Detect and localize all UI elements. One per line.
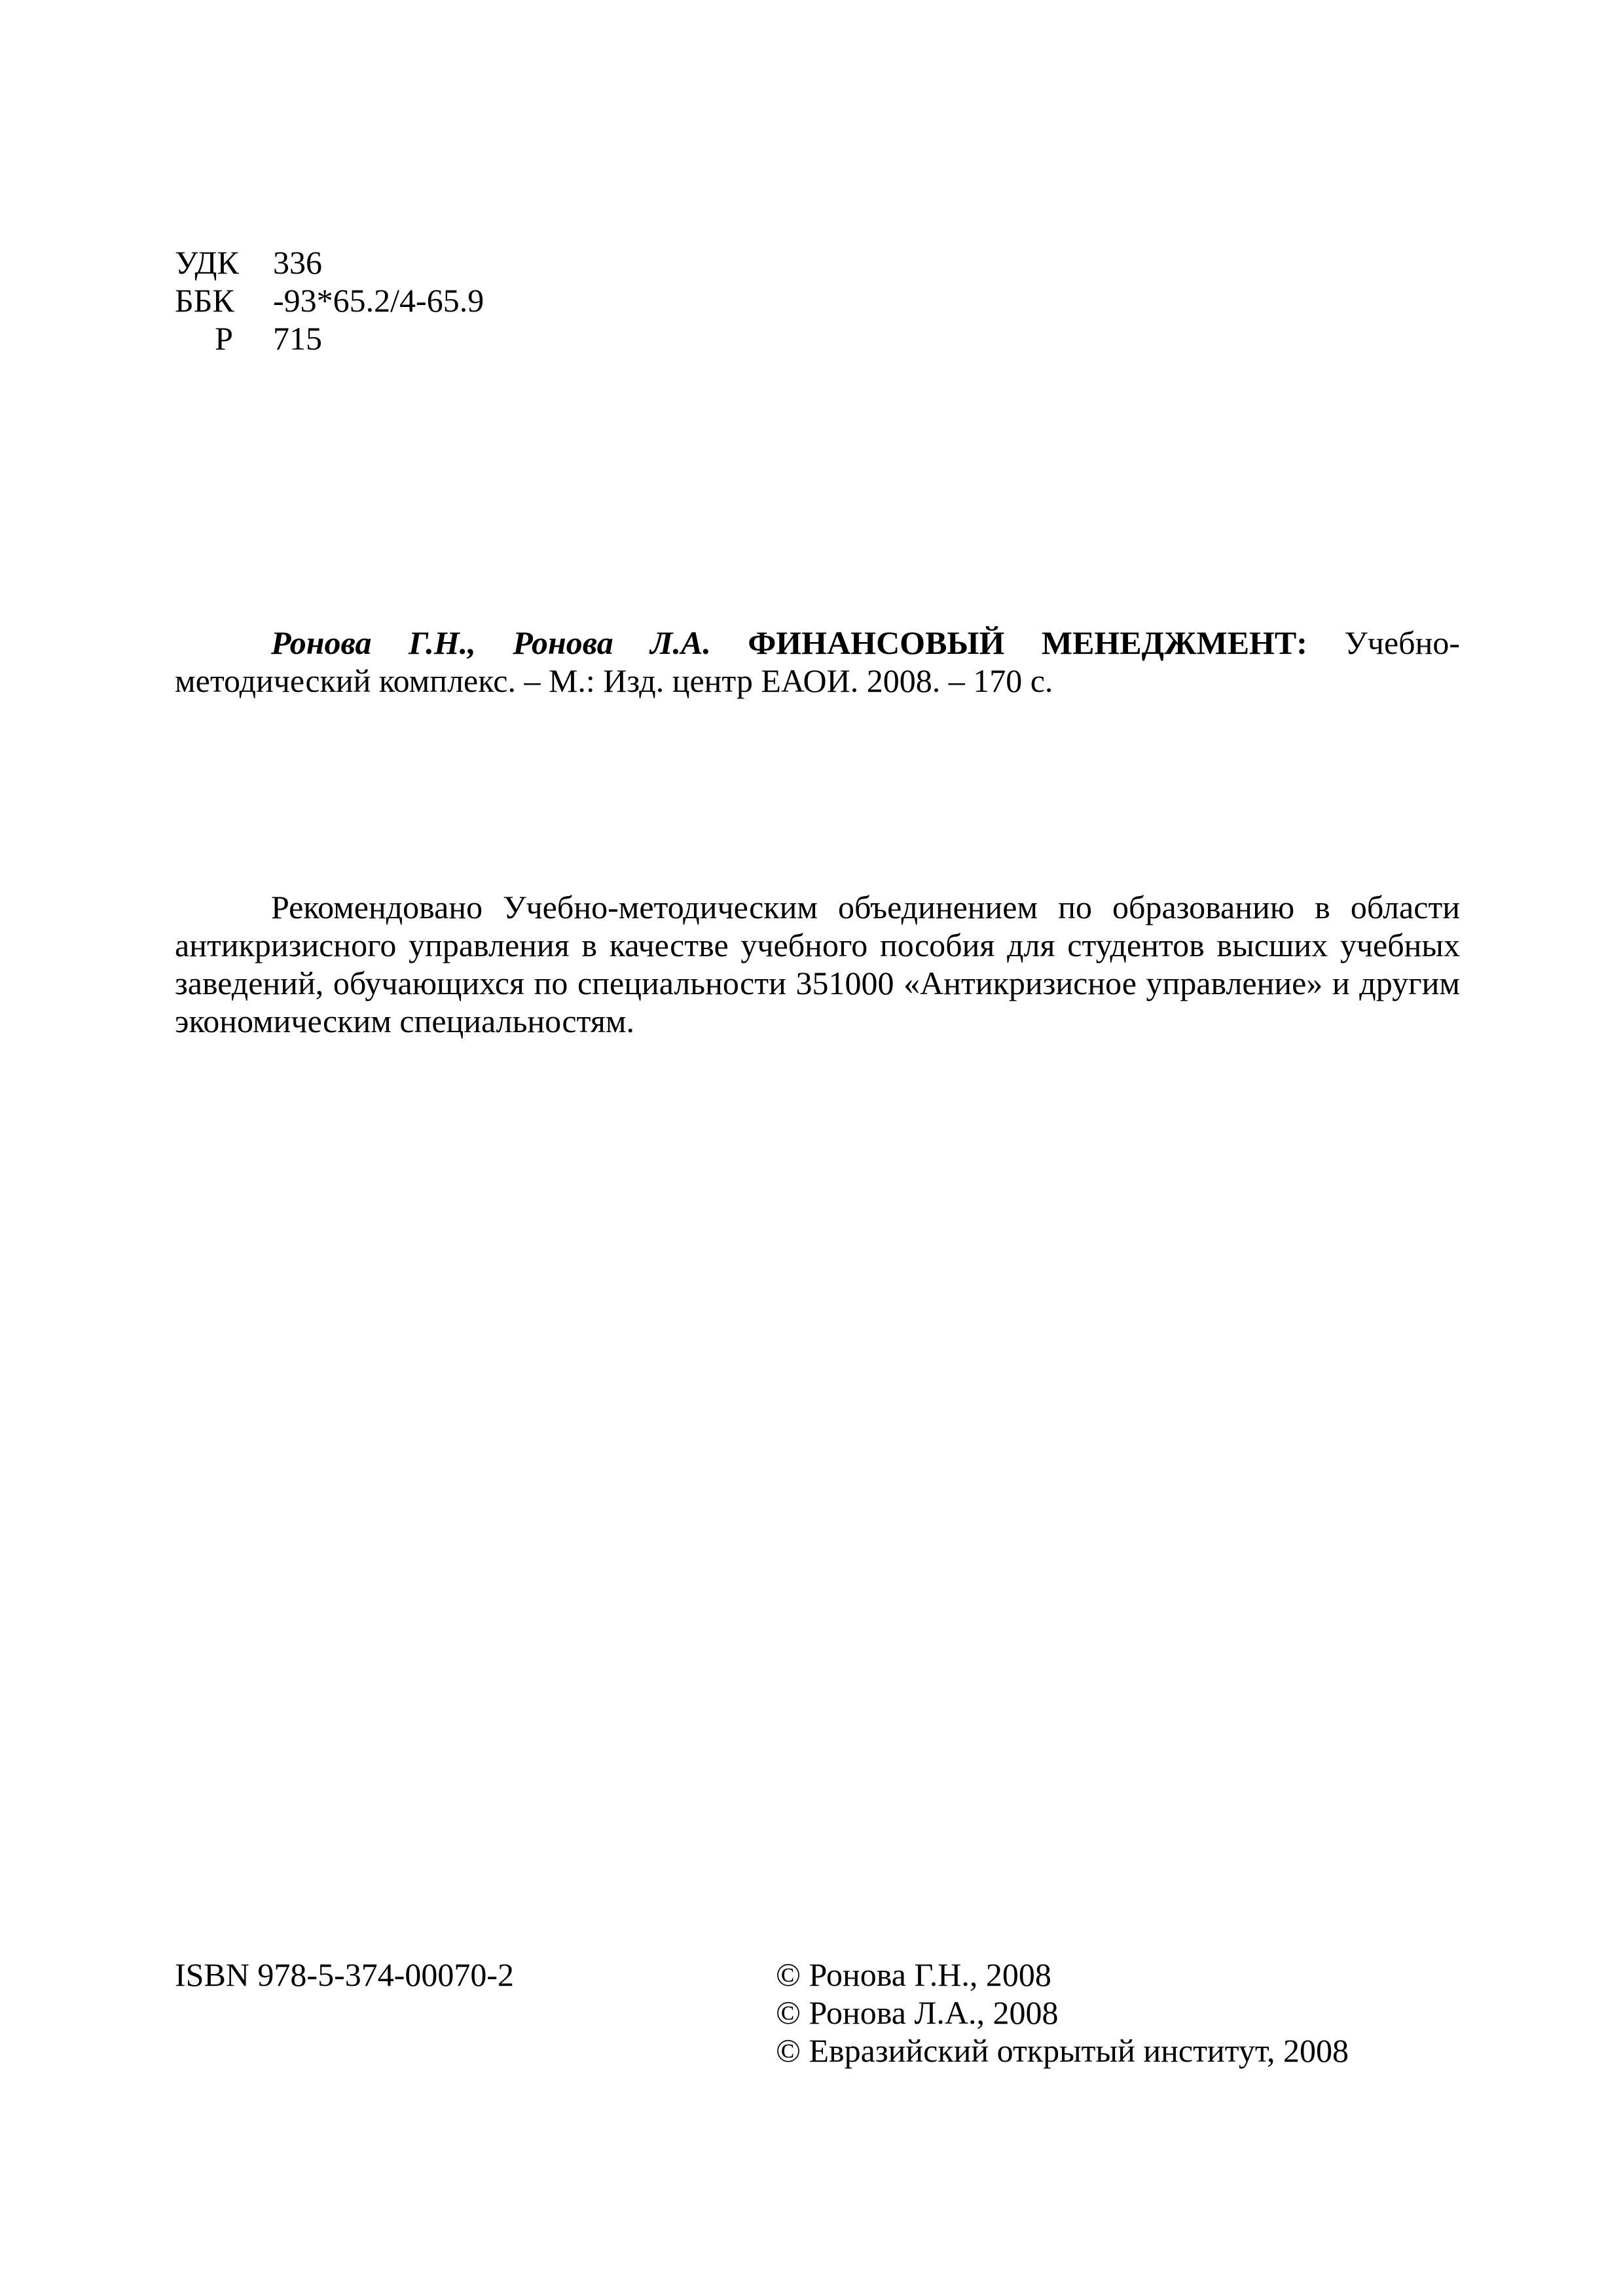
book-details: Учебно-методический комплекс. – М.: Изд. центр ЕАОИ. 2008. – 170 с. [175, 624, 1460, 699]
recommendation-paragraph [175, 888, 1460, 1040]
copyright-block [776, 1956, 1349, 2070]
recommendation-text: Рекомендовано Учебно-методическим объединением по образованию в области антикризисного управления в качестве учебного пособия для студентов высших учебных заведений, обучающихся по специальности 351000 «Антикризисное управление» и другим экономическим специальностям. [175, 889, 1460, 1039]
copyright-line: © Ронова Г.Н., 2008 [776, 1956, 1051, 1993]
udk-label: УДК [175, 244, 239, 281]
bbk-label: ББК [175, 282, 234, 319]
udk-value: 336 [273, 244, 322, 281]
bbk-row [175, 281, 484, 319]
udk-row [175, 243, 484, 281]
author-mark-value: 715 [273, 320, 322, 357]
copyright-line: © Ронова Л.А., 2008 [776, 1994, 1059, 2031]
book-title: ФИНАНСОВЫЙ МЕНЕДЖМЕНТ: [748, 624, 1307, 661]
bbk-value: -93*65.2/4-65.9 [273, 282, 484, 319]
isbn: ISBN 978-5-374-00070-2 [175, 1956, 515, 1993]
authors: Ронова Г.Н., Ронова Л.А. [271, 624, 711, 661]
author-mark-row [175, 319, 484, 357]
classification-codes [175, 243, 484, 357]
bibliographic-record [175, 624, 1460, 700]
author-mark-label: Р [215, 320, 233, 357]
copyright-line: © Евразийский открытый институт, 2008 [776, 2032, 1349, 2069]
